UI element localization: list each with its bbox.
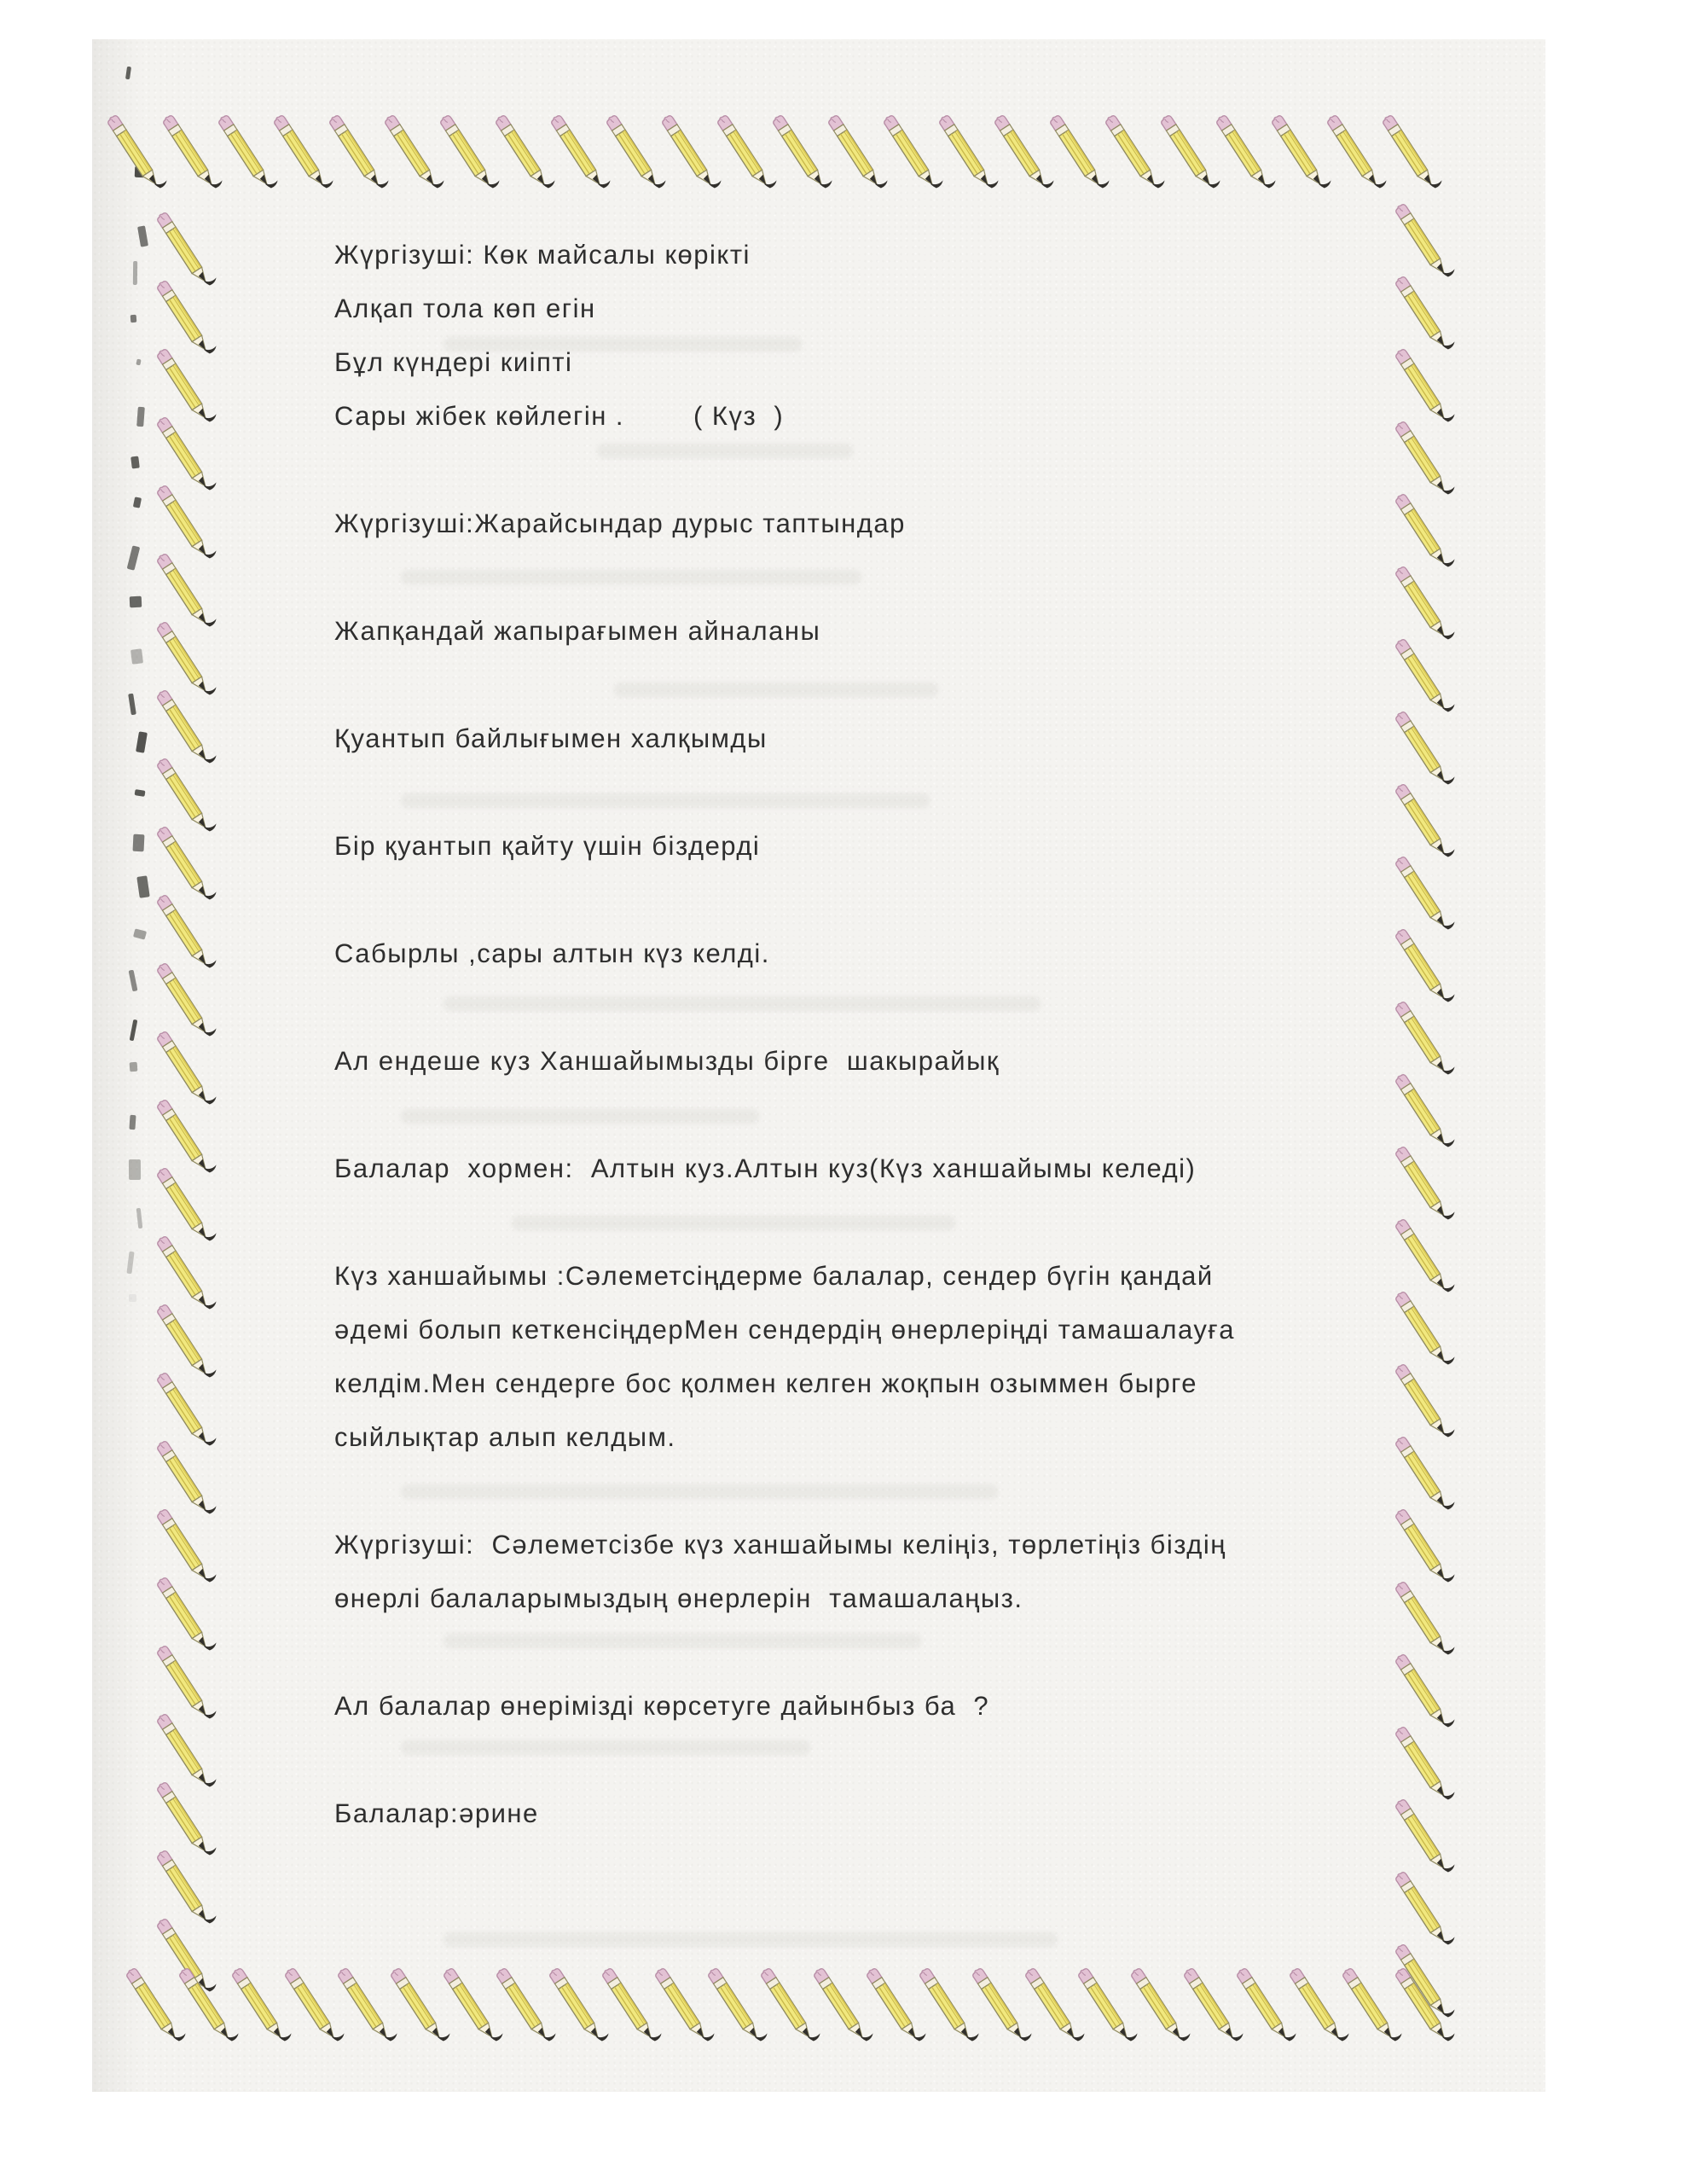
document-text <box>334 228 1528 1894</box>
scan-smudge-mark <box>132 834 143 851</box>
scan-smudge-mark <box>136 359 141 366</box>
bleed-through-streak <box>443 1932 1058 1947</box>
scan-smudge-mark <box>129 1159 141 1180</box>
text-line: Жапқандай жапырағымен айналаны <box>334 616 821 646</box>
text-line: Жүргізуші:Жарайсындар дурыс таптындар <box>334 508 906 538</box>
text-line: Ал балалар өнерімізді көрсетуге дайынбыз ба ? <box>334 1691 990 1721</box>
paragraph <box>334 497 1528 550</box>
text-line: әдемі болып кеткенсіңдерМен сендердің өнерлеріңді тамашалауға <box>334 1315 1235 1345</box>
paragraph <box>334 1786 1528 1840</box>
paragraph <box>334 1249 1528 1464</box>
text-line: сыйлықтар алып келдым. <box>334 1422 676 1452</box>
scan-smudge-mark <box>130 315 137 323</box>
paragraph <box>334 926 1528 980</box>
text-line: Қуантып байлығымен халқымды <box>334 723 768 753</box>
paragraph <box>334 1141 1528 1195</box>
text-line: келдім.Мен сендерге бос қолмен келген жоқпын озыммен бырге <box>334 1368 1198 1398</box>
paragraph <box>334 1518 1528 1625</box>
text-line: Жүргізуші: Сәлеметсізбе күз ханшайымы келіңіз, төрлетіңіз біздің <box>334 1530 1226 1560</box>
paragraph <box>334 819 1528 873</box>
text-line: Балалар хормен: Алтын куз.Алтын куз(Күз ханшайымы келеді) <box>334 1153 1197 1183</box>
scan-smudge-mark <box>129 1294 137 1302</box>
text-line: өнерлі балаларымыздың өнерлерін тамашалаңыз. <box>334 1583 1023 1613</box>
text-line: Бір қуантып қайту үшін біздерді <box>334 831 761 861</box>
text-line: Сары жібек көйлегін . ( Күз ) <box>334 401 785 431</box>
text-line: Ал ендеше куз Ханшайымызды бірге шакырайық <box>334 1046 1000 1076</box>
paragraph <box>334 604 1528 658</box>
text-line: Күз ханшайымы :Сәлеметсіңдерме балалар, сендер бүгін қандай <box>334 1261 1214 1291</box>
paragraph <box>334 712 1528 765</box>
scan-smudge-mark <box>133 261 137 285</box>
text-line: Балалар:әрине <box>334 1798 539 1828</box>
text-line: Алқап тола көп егін <box>334 293 596 323</box>
scan-smudge-mark <box>130 456 140 469</box>
text-line: Бұл күндері киіпті <box>334 347 573 377</box>
paragraph <box>334 1679 1528 1733</box>
text-line: Сабырлы ,сары алтын күз келді. <box>334 938 770 968</box>
scan-smudge-mark <box>130 648 143 664</box>
text-line: Жүргізуші: Көк майсалы көрікті <box>334 240 751 270</box>
scan-smudge-mark <box>130 1062 138 1072</box>
paragraph <box>334 228 1528 443</box>
scan-smudge-mark <box>129 595 142 607</box>
paragraph <box>334 1034 1528 1088</box>
